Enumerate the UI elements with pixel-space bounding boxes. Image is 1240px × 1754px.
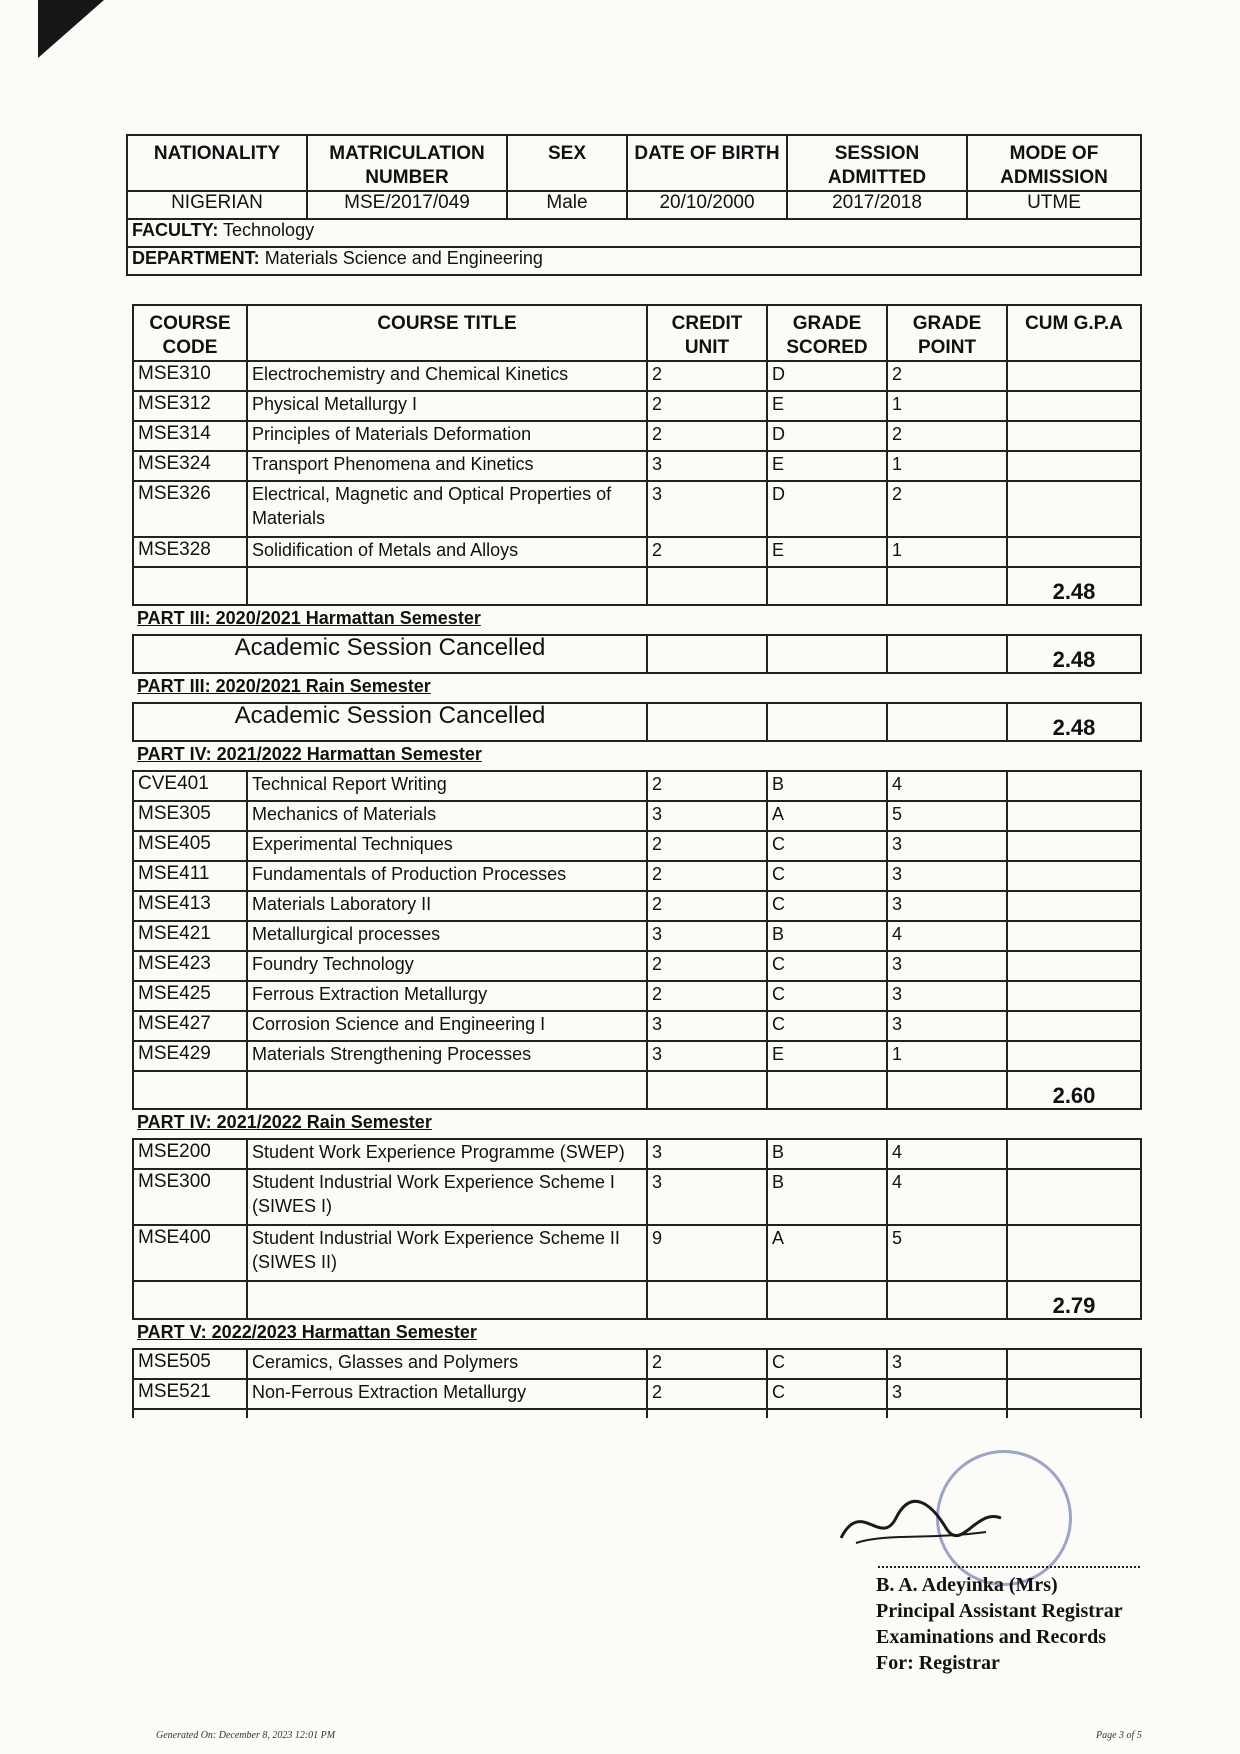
course-code: MSE421 xyxy=(133,921,247,951)
credit-unit: 3 xyxy=(647,451,767,481)
course-row xyxy=(133,891,1141,921)
cum-gpa-cell xyxy=(1007,951,1141,981)
course-code: MSE405 xyxy=(133,831,247,861)
cum-gpa-row xyxy=(133,567,1141,605)
grade-point: 2 xyxy=(887,361,1007,391)
empty-cell xyxy=(887,1409,1007,1418)
semester-heading-row xyxy=(133,605,1141,635)
course-title: Solidification of Metals and Alloys xyxy=(247,537,647,567)
cum-gpa-row xyxy=(133,1071,1141,1109)
course-code: MSE521 xyxy=(133,1379,247,1409)
credit-unit: 3 xyxy=(647,1169,767,1225)
empty-cell xyxy=(767,1071,887,1109)
course-results-body xyxy=(133,305,1141,1418)
empty-cell xyxy=(767,703,887,741)
grade-scored: E xyxy=(767,1041,887,1071)
info-header-row xyxy=(127,135,1141,191)
semester-heading: PART IV: 2021/2022 Rain Semester xyxy=(137,1112,432,1132)
course-row xyxy=(133,451,1141,481)
empty-cell xyxy=(647,1071,767,1109)
faculty-row xyxy=(127,219,1141,247)
student-info-table xyxy=(126,134,1142,276)
grade-point: 1 xyxy=(887,537,1007,567)
credit-unit: 2 xyxy=(647,1379,767,1409)
header-course-code: COURSE CODE xyxy=(133,305,247,361)
header-mode: MODE OF ADMISSION xyxy=(967,135,1141,191)
course-code: CVE401 xyxy=(133,771,247,801)
grade-point: 1 xyxy=(887,451,1007,481)
signatory-for: For: Registrar xyxy=(876,1652,1000,1674)
faculty-cell xyxy=(127,219,1141,247)
header-credit-unit: CREDIT UNIT xyxy=(647,305,767,361)
credit-unit: 2 xyxy=(647,361,767,391)
department-row xyxy=(127,247,1141,275)
grade-point: 3 xyxy=(887,951,1007,981)
credit-unit: 2 xyxy=(647,391,767,421)
signature-line xyxy=(878,1566,1140,1568)
course-results-table xyxy=(132,304,1142,1418)
header-grade-point: GRADE POINT xyxy=(887,305,1007,361)
semester-heading-cell xyxy=(133,741,1141,771)
cum-gpa-cell xyxy=(1007,1041,1141,1071)
grade-point: 2 xyxy=(887,481,1007,537)
credit-unit: 2 xyxy=(647,951,767,981)
credit-unit: 9 xyxy=(647,1225,767,1281)
cum-gpa-cell xyxy=(1007,891,1141,921)
empty-cell xyxy=(647,1281,767,1319)
course-row xyxy=(133,951,1141,981)
faculty-label: FACULTY: xyxy=(132,220,219,240)
grade-scored: B xyxy=(767,771,887,801)
cum-gpa-cell xyxy=(1007,481,1141,537)
grade-scored: C xyxy=(767,831,887,861)
grade-point: 4 xyxy=(887,771,1007,801)
cum-gpa-value: 2.60 xyxy=(1007,1071,1141,1109)
grade-point: 2 xyxy=(887,421,1007,451)
header-session: SESSION ADMITTED xyxy=(787,135,967,191)
grade-scored: A xyxy=(767,1225,887,1281)
course-code: MSE427 xyxy=(133,1011,247,1041)
credit-unit: 2 xyxy=(647,771,767,801)
session-value: 2017/2018 xyxy=(787,191,967,219)
grade-scored: E xyxy=(767,451,887,481)
grade-point: 4 xyxy=(887,1169,1007,1225)
course-title: Corrosion Science and Engineering I xyxy=(247,1011,647,1041)
grade-scored: C xyxy=(767,1349,887,1379)
semester-heading: PART III: 2020/2021 Harmattan Semester xyxy=(137,608,481,628)
cum-gpa-value: 2.48 xyxy=(1007,635,1141,673)
cum-gpa-cell xyxy=(1007,421,1141,451)
cum-gpa-cell xyxy=(1007,1139,1141,1169)
department-value: Materials Science and Engineering xyxy=(264,248,543,268)
grade-point: 1 xyxy=(887,1041,1007,1071)
header-cum-gpa: CUM G.P.A xyxy=(1007,305,1141,361)
course-title: Foundry Technology xyxy=(247,951,647,981)
credit-unit: 2 xyxy=(647,891,767,921)
cum-gpa-cell xyxy=(1007,451,1141,481)
semester-heading-cell xyxy=(133,1319,1141,1349)
course-title: Electrochemistry and Chemical Kinetics xyxy=(247,361,647,391)
signatory-title: Principal Assistant Registrar xyxy=(876,1600,1123,1622)
course-code: MSE400 xyxy=(133,1225,247,1281)
continuation-row xyxy=(133,1409,1141,1418)
page-number: Page 3 of 5 xyxy=(1096,1730,1142,1741)
empty-cell xyxy=(767,567,887,605)
course-row xyxy=(133,1041,1141,1071)
course-title: Metallurgical processes xyxy=(247,921,647,951)
course-row xyxy=(133,537,1141,567)
course-row xyxy=(133,801,1141,831)
cum-gpa-cell xyxy=(1007,391,1141,421)
cum-gpa-cell xyxy=(1007,1011,1141,1041)
semester-heading: PART V: 2022/2023 Harmattan Semester xyxy=(137,1322,477,1342)
grade-point: 1 xyxy=(887,391,1007,421)
course-title: Principles of Materials Deformation xyxy=(247,421,647,451)
grade-point: 3 xyxy=(887,1379,1007,1409)
course-code: MSE310 xyxy=(133,361,247,391)
course-title: Ferrous Extraction Metallurgy xyxy=(247,981,647,1011)
semester-heading-row xyxy=(133,673,1141,703)
grade-scored: D xyxy=(767,481,887,537)
mode-value: UTME xyxy=(967,191,1141,219)
department-label: DEPARTMENT: xyxy=(132,248,260,268)
empty-cell xyxy=(767,1409,887,1418)
grade-scored: D xyxy=(767,361,887,391)
grade-scored: C xyxy=(767,951,887,981)
course-code: MSE312 xyxy=(133,391,247,421)
course-title: Technical Report Writing xyxy=(247,771,647,801)
credit-unit: 3 xyxy=(647,801,767,831)
cum-gpa-cell xyxy=(1007,1225,1141,1281)
empty-cell xyxy=(247,1071,647,1109)
course-row xyxy=(133,921,1141,951)
grade-scored: C xyxy=(767,1379,887,1409)
credit-unit: 3 xyxy=(647,481,767,537)
course-code: MSE505 xyxy=(133,1349,247,1379)
course-row xyxy=(133,831,1141,861)
course-row xyxy=(133,1011,1141,1041)
course-code: MSE411 xyxy=(133,861,247,891)
empty-cell xyxy=(887,1281,1007,1319)
course-title: Materials Strengthening Processes xyxy=(247,1041,647,1071)
credit-unit: 2 xyxy=(647,537,767,567)
course-code: MSE429 xyxy=(133,1041,247,1071)
course-code: MSE314 xyxy=(133,421,247,451)
cum-gpa-value: 2.48 xyxy=(1007,703,1141,741)
cum-gpa-cell xyxy=(1007,361,1141,391)
semester-heading: PART IV: 2021/2022 Harmattan Semester xyxy=(137,744,482,764)
credit-unit: 3 xyxy=(647,1139,767,1169)
cum-gpa-cell xyxy=(1007,921,1141,951)
course-title: Student Industrial Work Experience Scheme II (SIWES II) xyxy=(247,1225,647,1281)
header-grade-scored: GRADE SCORED xyxy=(767,305,887,361)
signatory-name: B. A. Adeyinka (Mrs) xyxy=(876,1574,1058,1596)
header-dob: DATE OF BIRTH xyxy=(627,135,787,191)
grade-scored: C xyxy=(767,891,887,921)
empty-cell xyxy=(767,635,887,673)
course-row xyxy=(133,771,1141,801)
course-code: MSE305 xyxy=(133,801,247,831)
empty-cell xyxy=(767,1281,887,1319)
cum-gpa-value: 2.48 xyxy=(1007,567,1141,605)
cum-gpa-cell xyxy=(1007,1349,1141,1379)
course-row xyxy=(133,1225,1141,1281)
empty-cell xyxy=(133,567,247,605)
semester-heading-row xyxy=(133,741,1141,771)
course-code: MSE200 xyxy=(133,1139,247,1169)
semester-heading-row xyxy=(133,1109,1141,1139)
cancelled-notice: Academic Session Cancelled xyxy=(133,635,647,673)
sex-value: Male xyxy=(507,191,627,219)
header-matric: MATRICULATION NUMBER xyxy=(307,135,507,191)
course-row xyxy=(133,861,1141,891)
credit-unit: 2 xyxy=(647,981,767,1011)
grade-scored: B xyxy=(767,1139,887,1169)
grade-point: 3 xyxy=(887,981,1007,1011)
course-header-row xyxy=(133,305,1141,361)
department-cell xyxy=(127,247,1141,275)
nationality-value: NIGERIAN xyxy=(127,191,307,219)
grade-point: 3 xyxy=(887,831,1007,861)
cum-gpa-cell xyxy=(1007,981,1141,1011)
cancelled-session-row xyxy=(133,703,1141,741)
grade-point: 4 xyxy=(887,1139,1007,1169)
empty-cell xyxy=(247,1409,647,1418)
cum-gpa-cell xyxy=(1007,1169,1141,1225)
dob-value: 20/10/2000 xyxy=(627,191,787,219)
cum-gpa-value: 2.79 xyxy=(1007,1281,1141,1319)
generated-on: Generated On: December 8, 2023 12:01 PM xyxy=(156,1730,336,1741)
grade-scored: B xyxy=(767,921,887,951)
empty-cell xyxy=(247,567,647,605)
course-row xyxy=(133,361,1141,391)
course-row xyxy=(133,421,1141,451)
empty-cell xyxy=(647,1409,767,1418)
course-code: MSE326 xyxy=(133,481,247,537)
credit-unit: 2 xyxy=(647,1349,767,1379)
empty-cell xyxy=(887,1071,1007,1109)
grade-scored: C xyxy=(767,861,887,891)
course-title: Experimental Techniques xyxy=(247,831,647,861)
grade-scored: A xyxy=(767,801,887,831)
empty-cell xyxy=(887,567,1007,605)
empty-cell xyxy=(133,1281,247,1319)
course-row xyxy=(133,391,1141,421)
credit-unit: 3 xyxy=(647,1041,767,1071)
empty-cell xyxy=(647,635,767,673)
header-course-title: COURSE TITLE xyxy=(247,305,647,361)
header-sex: SEX xyxy=(507,135,627,191)
course-title: Ceramics, Glasses and Polymers xyxy=(247,1349,647,1379)
empty-cell xyxy=(133,1409,247,1418)
course-title: Materials Laboratory II xyxy=(247,891,647,921)
empty-cell xyxy=(647,567,767,605)
empty-cell xyxy=(1007,1409,1141,1418)
semester-heading-cell xyxy=(133,1109,1141,1139)
course-code: MSE413 xyxy=(133,891,247,921)
cum-gpa-cell xyxy=(1007,1379,1141,1409)
course-title: Fundamentals of Production Processes xyxy=(247,861,647,891)
cum-gpa-cell xyxy=(1007,861,1141,891)
empty-cell xyxy=(887,703,1007,741)
faculty-value: Technology xyxy=(223,220,315,240)
course-title: Non-Ferrous Extraction Metallurgy xyxy=(247,1379,647,1409)
grade-scored: D xyxy=(767,421,887,451)
grade-scored: E xyxy=(767,391,887,421)
semester-heading: PART III: 2020/2021 Rain Semester xyxy=(137,676,431,696)
course-title: Physical Metallurgy I xyxy=(247,391,647,421)
signatory-unit: Examinations and Records xyxy=(876,1626,1107,1648)
matric-value: MSE/2017/049 xyxy=(307,191,507,219)
cum-gpa-cell xyxy=(1007,831,1141,861)
credit-unit: 3 xyxy=(647,921,767,951)
grade-scored: B xyxy=(767,1169,887,1225)
semester-heading-cell xyxy=(133,673,1141,703)
course-code: MSE328 xyxy=(133,537,247,567)
course-title: Student Work Experience Programme (SWEP) xyxy=(247,1139,647,1169)
course-code: MSE300 xyxy=(133,1169,247,1225)
course-row xyxy=(133,1349,1141,1379)
course-row xyxy=(133,981,1141,1011)
cum-gpa-row xyxy=(133,1281,1141,1319)
grade-scored: C xyxy=(767,1011,887,1041)
course-code: MSE425 xyxy=(133,981,247,1011)
grade-point: 5 xyxy=(887,1225,1007,1281)
grade-point: 3 xyxy=(887,1011,1007,1041)
grade-scored: E xyxy=(767,537,887,567)
semester-heading-row xyxy=(133,1319,1141,1349)
course-row xyxy=(133,1169,1141,1225)
header-nationality: NATIONALITY xyxy=(127,135,307,191)
empty-cell xyxy=(647,703,767,741)
credit-unit: 2 xyxy=(647,861,767,891)
grade-point: 5 xyxy=(887,801,1007,831)
empty-cell xyxy=(887,635,1007,673)
course-title: Mechanics of Materials xyxy=(247,801,647,831)
course-title: Student Industrial Work Experience Scheme I (SIWES I) xyxy=(247,1169,647,1225)
course-row xyxy=(133,1379,1141,1409)
cum-gpa-cell xyxy=(1007,771,1141,801)
grade-point: 3 xyxy=(887,861,1007,891)
course-row xyxy=(133,481,1141,537)
cum-gpa-cell xyxy=(1007,537,1141,567)
semester-heading-cell xyxy=(133,605,1141,635)
grade-point: 3 xyxy=(887,1349,1007,1379)
credit-unit: 2 xyxy=(647,831,767,861)
credit-unit: 3 xyxy=(647,1011,767,1041)
course-title: Electrical, Magnetic and Optical Properties of Materials xyxy=(247,481,647,537)
course-title: Transport Phenomena and Kinetics xyxy=(247,451,647,481)
course-code: MSE324 xyxy=(133,451,247,481)
empty-cell xyxy=(247,1281,647,1319)
cum-gpa-cell xyxy=(1007,801,1141,831)
cancelled-session-row xyxy=(133,635,1141,673)
info-value-row xyxy=(127,191,1141,219)
corner-mark xyxy=(38,0,104,58)
cancelled-notice: Academic Session Cancelled xyxy=(133,703,647,741)
course-row xyxy=(133,1139,1141,1169)
signature-scribble xyxy=(836,1488,1006,1558)
credit-unit: 2 xyxy=(647,421,767,451)
course-code: MSE423 xyxy=(133,951,247,981)
grade-point: 3 xyxy=(887,891,1007,921)
grade-scored: C xyxy=(767,981,887,1011)
empty-cell xyxy=(133,1071,247,1109)
grade-point: 4 xyxy=(887,921,1007,951)
